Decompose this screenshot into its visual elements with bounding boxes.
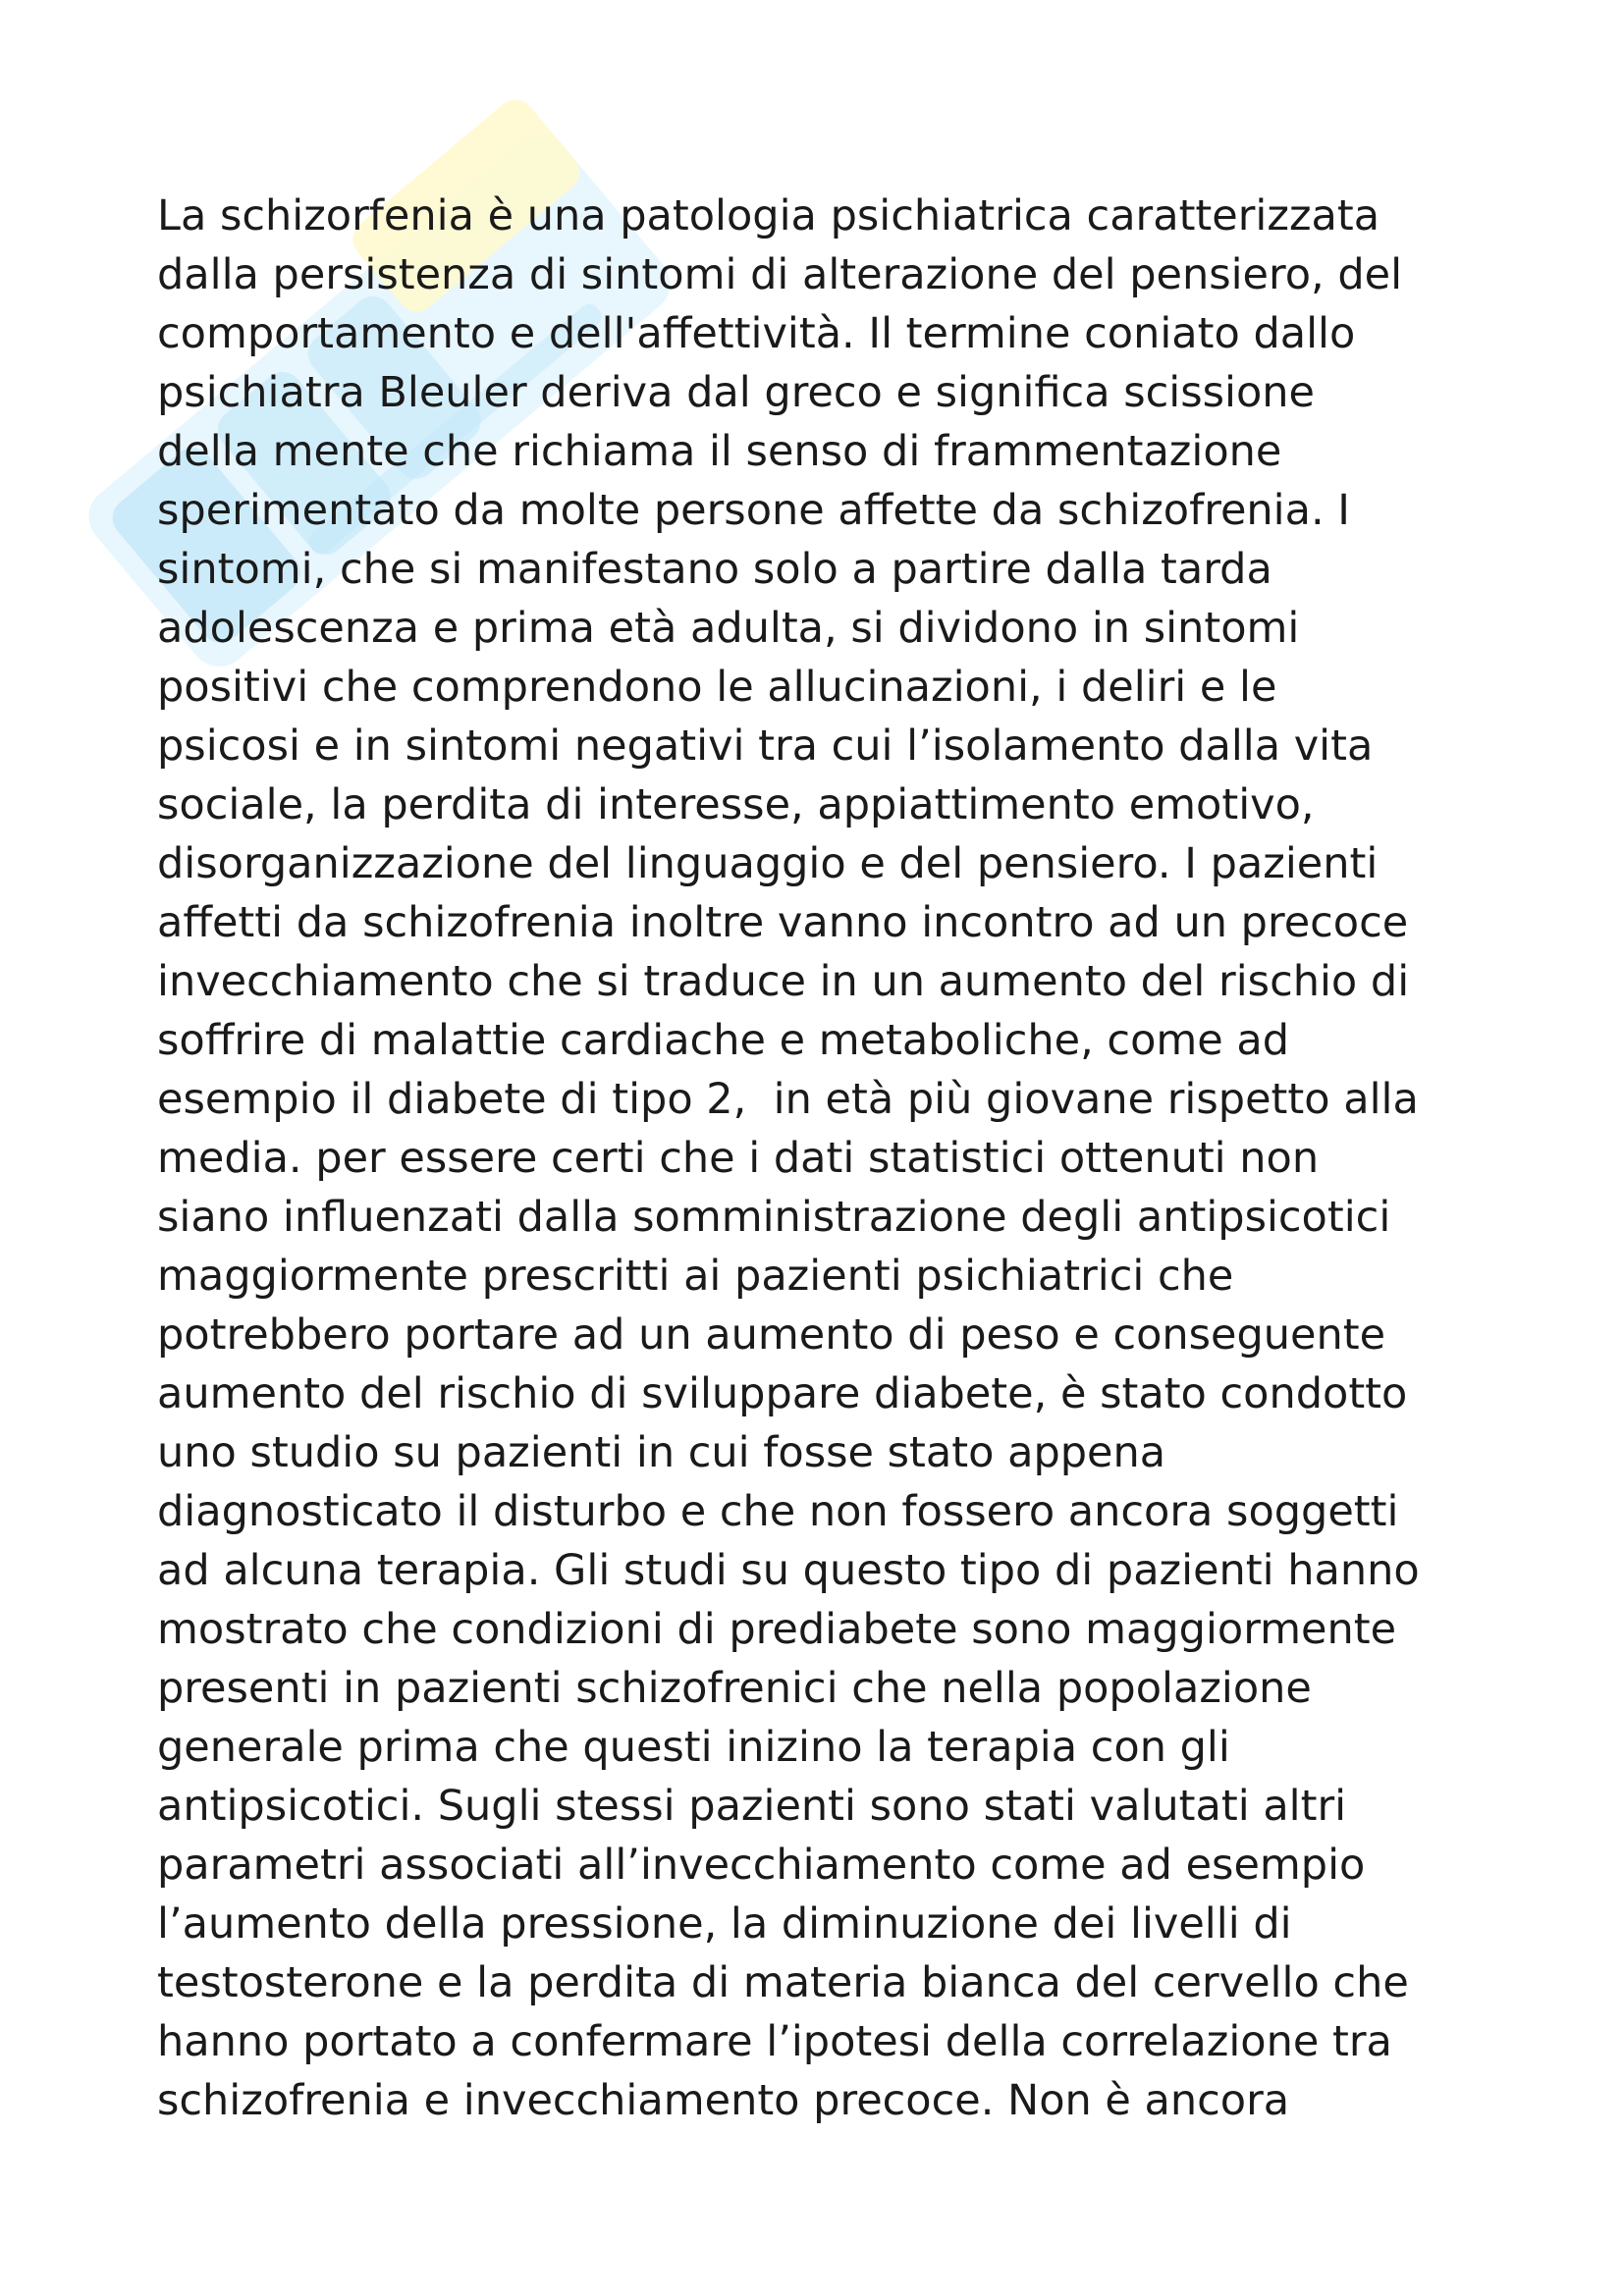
text-line: maggiormente prescritti ai pazienti psichiatrici che (157, 1252, 1234, 1301)
text-line: ad alcuna terapia. Gli studi su questo tipo di pazienti hanno (157, 1546, 1420, 1595)
text-line: adolescenza e prima età adulta, si dividono in sintomi (157, 604, 1300, 653)
text-line: sintomi, che si manifestano solo a partire dalla tarda (157, 545, 1272, 594)
text-line: della mente che richiama il senso di frammentazione (157, 427, 1282, 476)
text-line: esempio il diabete di tipo 2, in età più giovane rispetto alla (157, 1075, 1419, 1124)
text-line: dalla persistenza di sintomi di alterazione del pensiero, del (157, 250, 1403, 299)
text-line: comportamento e dell'affettività. Il termine coniato dallo (157, 309, 1356, 358)
text-line: aumento del rischio di sviluppare diabete, è stato condotto (157, 1369, 1408, 1418)
text-line: hanno portato a confermare l’ipotesi della correlazione tra (157, 2017, 1392, 2066)
document-body-text (157, 187, 1532, 2130)
text-line: l’aumento della pressione, la diminuzione dei livelli di (157, 1899, 1292, 1949)
text-line: generale prima che questi inizino la terapia con gli (157, 1723, 1230, 1772)
text-line: parametri associati all’invecchiamento come ad esempio (157, 1841, 1366, 1890)
text-line: sperimentato da molte persone affette da schizofrenia. I (157, 486, 1350, 535)
text-line: soffrire di malattie cardiache e metaboliche, come ad (157, 1016, 1290, 1065)
text-line: psicosi e in sintomi negativi tra cui l’isolamento dalla vita (157, 721, 1374, 771)
text-line: psichiatra Bleuler deriva dal greco e significa scissione (157, 368, 1315, 417)
text-line: sociale, la perdita di interesse, appiattimento emotivo, (157, 780, 1315, 829)
text-line: invecchiamento che si traduce in un aumento del rischio di (157, 957, 1410, 1006)
text-line: diagnosticato il disturbo e che non fossero ancora soggetti (157, 1487, 1399, 1536)
text-line: siano influenzati dalla somministrazione degli antipsicotici (157, 1193, 1391, 1242)
text-line: mostrato che condizioni di prediabete sono maggiormente (157, 1605, 1397, 1654)
text-line: uno studio su pazienti in cui fosse stato appena (157, 1428, 1166, 1477)
text-line: disorganizzazione del linguaggio e del pensiero. I pazienti (157, 839, 1379, 888)
text-line: potrebbero portare ad un aumento di peso e conseguente (157, 1310, 1386, 1360)
text-line: affetti da schizofrenia inoltre vanno incontro ad un precoce (157, 898, 1409, 947)
text-line: media. per essere certi che i dati statistici ottenuti non (157, 1134, 1320, 1183)
text-line: presenti in pazienti schizofrenici che nella popolazione (157, 1664, 1312, 1713)
text-line: positivi che comprendono le allucinazioni, i deliri e le (157, 663, 1277, 712)
text-line: testosterone e la perdita di materia bianca del cervello che (157, 1958, 1409, 2007)
text-line: antipsicotici. Sugli stessi pazienti sono stati valutati altri (157, 1782, 1347, 1831)
text-line: schizofrenia e invecchiamento precoce. Non è ancora (157, 2076, 1290, 2125)
text-line: La schizorfenia è una patologia psichiatrica caratterizzata (157, 191, 1380, 240)
